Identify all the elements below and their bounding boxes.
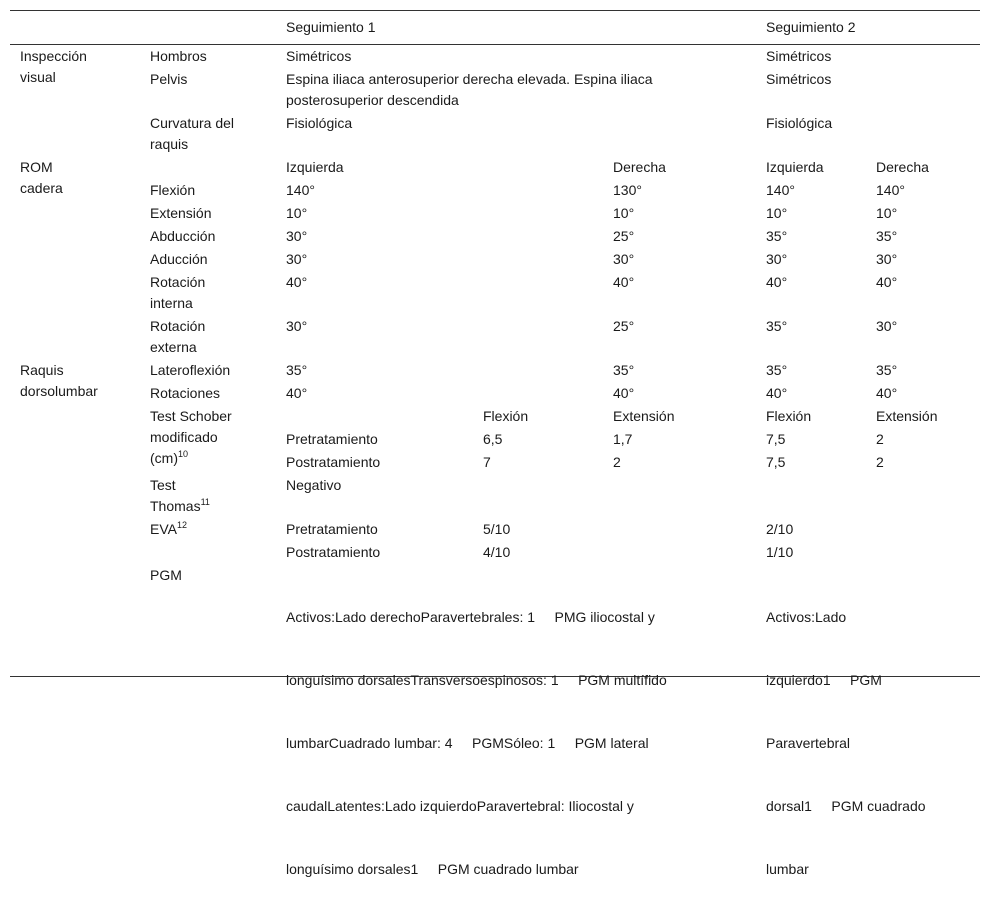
table-cell: 2	[613, 454, 621, 470]
table-cell: 2	[876, 431, 884, 447]
schober-postratamiento-label: Postratamiento	[286, 454, 381, 470]
table-cell: 7	[483, 454, 491, 470]
col-izquierda-s1: Izquierda	[286, 159, 344, 175]
table-cell: 30°	[876, 251, 898, 267]
col-flexion-s2: Flexión	[766, 408, 812, 424]
table-cell: 35°	[286, 362, 308, 378]
eva-postratamiento-label: Postratamiento	[286, 544, 381, 560]
table-cell: 2	[876, 454, 884, 470]
row-label-lateroflexion: Lateroflexión	[150, 362, 231, 378]
row-label-rotacion-interna: Rotación interna	[150, 274, 206, 311]
table-cell: 35°	[766, 362, 788, 378]
table-cell: 140°	[286, 182, 315, 198]
table-cell: 40°	[766, 385, 788, 401]
table-cell: 30°	[286, 228, 308, 244]
row-label-flexion: Flexión	[150, 182, 196, 198]
eva-pretratamiento-label: Pretratamiento	[286, 521, 378, 537]
table-cell: 25°	[613, 228, 635, 244]
table-cell: 30°	[766, 251, 788, 267]
col-extension-s1: Extensión	[613, 408, 675, 424]
table-cell: 35°	[766, 318, 788, 334]
table-cell: 7,5	[766, 454, 786, 470]
col-extension-s2: Extensión	[876, 408, 938, 424]
row-label-eva: EVA$^{12}$	[150, 520, 187, 537]
row-label-test-thomas: Test Thomas$^{11}$	[150, 477, 210, 514]
footnote-ref: 12	[176, 520, 187, 530]
col-izquierda-s2: Izquierda	[766, 159, 824, 175]
table-cell: 1/10	[766, 544, 794, 560]
row-label-pelvis: Pelvis	[150, 71, 188, 87]
row-label-curvatura: Curvatura del raquis	[150, 115, 235, 152]
hombros-s1: Simétricos	[286, 48, 352, 64]
row-label-test-schober: Test Schober modificado (cm)$^{10}$	[150, 408, 232, 466]
pelvis-s2: Simétricos	[766, 71, 832, 87]
table-cell: 40°	[286, 385, 308, 401]
row-label-rotaciones: Rotaciones	[150, 385, 221, 401]
table-cell: 25°	[613, 318, 635, 334]
col-derecha-s1: Derecha	[613, 159, 666, 175]
table-cell: 35°	[766, 228, 788, 244]
pgm-s1: Activos:Lado derechoParavertebrales: 1 PMG iliocostal y longuísimo dorsalesTransversoespinosos: 1 PGM multífido lumbarCuadrado lumbar: 4 PGMSóleo: 1 PGM lateral caudalLatentes:Lado izquierdoParavertebral: Iliocostal y longuísimo dorsales1 PGM cuadrado lumbar	[286, 609, 667, 877]
table-cell: 10°	[876, 205, 898, 221]
table-cell: 6,5	[483, 431, 503, 447]
table-cell: 40°	[876, 385, 898, 401]
row-label-extension: Extensión	[150, 205, 212, 221]
header-seguimiento-1: Seguimiento 1	[286, 19, 376, 35]
row-label-hombros: Hombros	[150, 48, 207, 64]
table-cell: 40°	[613, 385, 635, 401]
table-cell: 40°	[876, 274, 898, 290]
table-cell: 130°	[613, 182, 642, 198]
row-label-rotacion-externa: Rotación externa	[150, 318, 206, 355]
header-rule	[10, 44, 980, 45]
row-label-pgm: PGM	[150, 567, 182, 583]
table-cell: 30°	[613, 251, 635, 267]
table-cell: 40°	[286, 274, 308, 290]
footnote-ref: 10	[178, 449, 189, 459]
table-cell: 140°	[876, 182, 905, 198]
section-label-inspeccion: Inspección visual	[20, 48, 87, 85]
pgm-s2: Activos:Lado izquierdo1 PGM Paravertebral dorsal1 PGM cuadrado lumbar	[766, 609, 926, 877]
table-cell: 30°	[286, 251, 308, 267]
table-cell: 35°	[876, 362, 898, 378]
table-cell: 30°	[286, 318, 308, 334]
table-cell: 5/10	[483, 521, 511, 537]
thomas-s1: Negativo	[286, 477, 342, 493]
table-cell: 30°	[876, 318, 898, 334]
table-cell: 7,5	[766, 431, 786, 447]
pelvis-s1: Espina iliaca anterosuperior derecha elevada. Espina iliaca posterosuperior descendida	[286, 71, 653, 108]
curvatura-s2: Fisiológica	[766, 115, 833, 131]
header-seguimiento-2: Seguimiento 2	[766, 19, 856, 35]
table-cell: 2/10	[766, 521, 794, 537]
table-cell: 4/10	[483, 544, 511, 560]
col-flexion-s1: Flexión	[483, 408, 529, 424]
schober-pretratamiento-label: Pretratamiento	[286, 431, 378, 447]
col-derecha-s2: Derecha	[876, 159, 929, 175]
table-cell: 35°	[876, 228, 898, 244]
table-cell: 10°	[766, 205, 788, 221]
section-label-rom: ROM cadera	[20, 159, 63, 196]
section-label-raquis: Raquis dorsolumbar	[20, 362, 98, 399]
table-cell: 1,7	[613, 431, 633, 447]
table-cell: 40°	[766, 274, 788, 290]
table-cell: 10°	[613, 205, 635, 221]
table-cell: 10°	[286, 205, 308, 221]
table-cell: 140°	[766, 182, 795, 198]
table-top-rule	[10, 10, 980, 11]
row-label-abduccion: Abducción	[150, 228, 216, 244]
row-label-aduccion: Aducción	[150, 251, 208, 267]
curvatura-s1: Fisiológica	[286, 115, 353, 131]
hombros-s2: Simétricos	[766, 48, 832, 64]
table-cell: 40°	[613, 274, 635, 290]
table-cell: 35°	[613, 362, 635, 378]
footnote-ref: 11	[200, 497, 210, 507]
